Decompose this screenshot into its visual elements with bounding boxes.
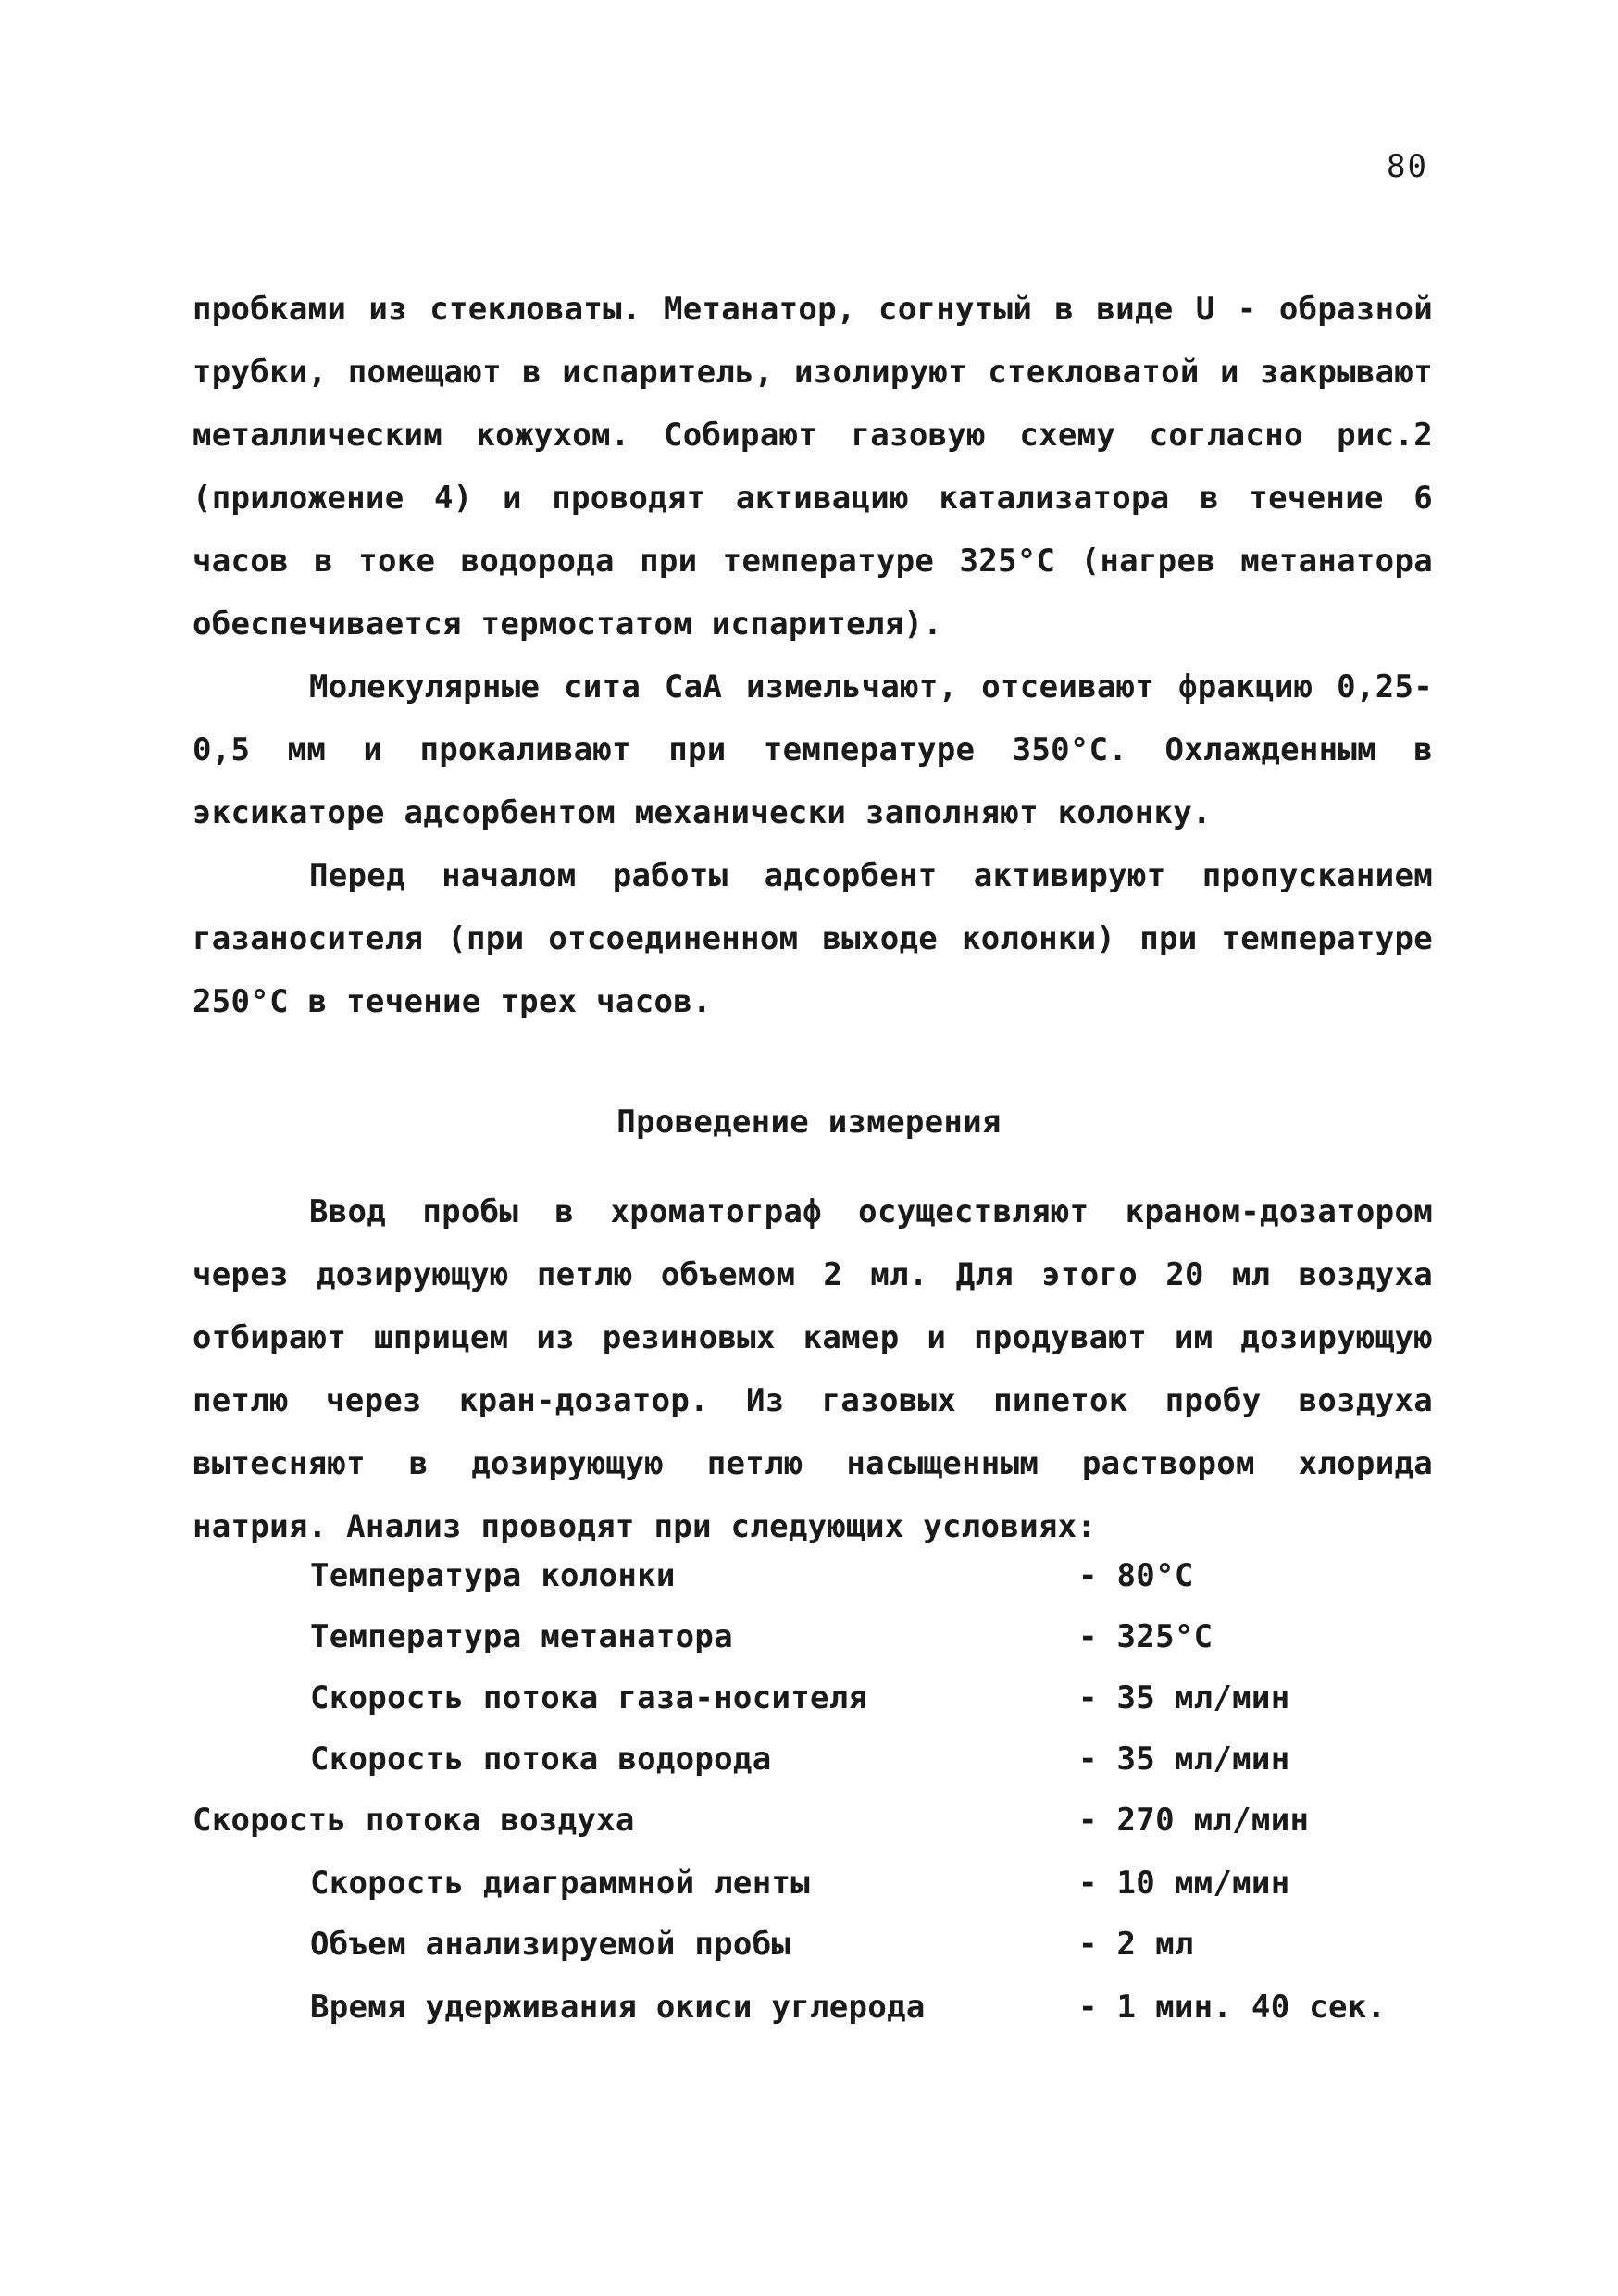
- condition-label: Температура колонки: [310, 1557, 676, 1594]
- condition-row: [0, 1605, 1618, 1668]
- condition-value: - 325°С: [1078, 1618, 1214, 1655]
- paragraph-methanator-prep: пробками из стекловаты. Метанатор, согнутый в виде U - образной трубки, помещают в испаритель, изолируют стекловатой и закрывают металлическим кожухом. Собирают газовую схему согласно рис.2 (приложение 4) и проводят активацию катализатора в течение 6 часов в токе водорода при температуре 325°С (нагрев метанатора обеспечивается термостатом испарителя).: [193, 291, 1433, 643]
- condition-value: - 80°С: [1078, 1557, 1194, 1594]
- condition-row: [0, 1852, 1618, 1915]
- condition-row: [0, 1666, 1618, 1729]
- text-block-bottom: [193, 1180, 1433, 1558]
- condition-row: [0, 1544, 1618, 1607]
- section-heading: Проведение измерения: [616, 1104, 1002, 1141]
- condition-label: Скорость потока газа-носителя: [310, 1679, 868, 1716]
- condition-value: - 1 мин. 40 сек.: [1078, 1989, 1387, 2026]
- condition-value: - 10 мм/мин: [1078, 1865, 1290, 1902]
- paragraph-sample-input: Ввод пробы в хроматограф осуществляют краном-дозатором через дозирующую петлю объемом 2 мл. Для этого 20 мл воздуха отбирают шприцем из резиновых камер и продувают им дозирующую петлю через кран-дозатор. Из газовых пипеток пробу воздуха вытесняют в дозирующую петлю насыщенным раствором хлорида натрия. Анализ проводят при следующих условиях:: [193, 1193, 1433, 1545]
- condition-row: [0, 1789, 1618, 1852]
- condition-value: - 270 мл/мин: [1078, 1802, 1310, 1839]
- paragraph-molecular-sieves: Молекулярные сита СаА измельчают, отсеивают фракцию 0,25-0,5 мм и прокаливают при температуре 350°С. Охлажденным в эксикаторе адсорбентом механически заполняют колонку.: [193, 668, 1433, 831]
- page-number: 80: [1387, 148, 1428, 185]
- condition-row: [0, 1976, 1618, 2039]
- condition-label: Скорость потока воздуха: [193, 1802, 635, 1839]
- condition-label: Температура метанатора: [310, 1618, 733, 1655]
- condition-row: [0, 1728, 1618, 1791]
- condition-row: [0, 1913, 1618, 1976]
- paragraph-adsorbent-activation: Перед началом работы адсорбент активируют пропусканием газаносителя (при отсоединенном выходе колонки) при температуре 250°С в течение трех часов.: [193, 857, 1433, 1020]
- condition-value: - 35 мл/мин: [1078, 1679, 1290, 1716]
- condition-label: Объем анализируемой пробы: [310, 1926, 791, 1963]
- condition-label: Время удерживания окиси углерода: [310, 1989, 926, 2026]
- condition-label: Скорость диаграммной ленты: [310, 1865, 811, 1902]
- condition-value: - 2 мл: [1078, 1926, 1194, 1963]
- condition-value: - 35 мл/мин: [1078, 1741, 1290, 1778]
- text-block-top: [193, 278, 1433, 1033]
- condition-label: Скорость потока водорода: [310, 1741, 772, 1778]
